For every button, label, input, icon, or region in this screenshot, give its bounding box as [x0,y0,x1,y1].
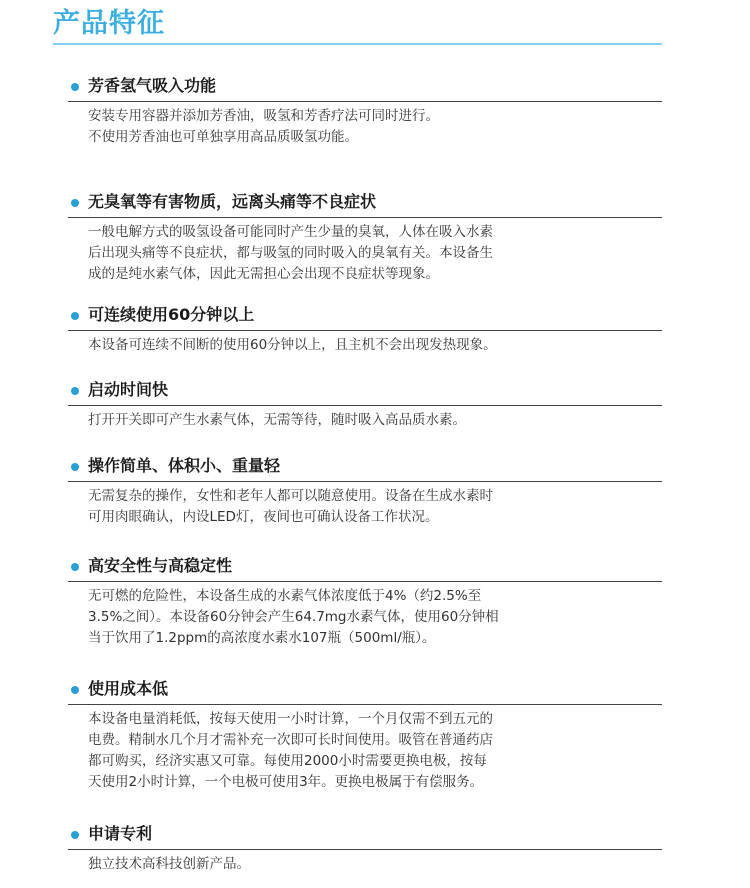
body-line: 都可购买，经济实惠又可靠。每使用2000小时需要更换电极，按每 [88,753,487,769]
body-line: 本设备电量消耗低，按每天使用一小时计算，一个月仅需不到五元的 [88,711,493,727]
bullet-dot-icon [71,387,79,395]
section-heading: 使用成本低 [88,679,169,698]
body-line: 成的是纯水素气体，因此无需担心会出现不良症状等现象。 [88,266,439,282]
section-heading: 启动时间快 [88,380,169,399]
section-heading-row [68,302,662,331]
section-heading-row [68,553,662,582]
bullet-dot-icon [71,686,79,694]
section-heading-row [68,821,662,850]
body-line: 不使用芳香油也可单独享用高品质吸氢功能。 [88,129,358,145]
section-heading: 申请专利 [88,824,153,843]
section-heading-row [68,453,662,482]
feature-section-no-ozone [68,189,662,285]
section-body [68,406,578,431]
section-heading-row [68,377,662,406]
page-title: 产品特征 [53,8,165,39]
body-line: 天使用2小时计算，一个电极可使用3年。更换电极属于有偿服务。 [88,774,484,790]
feature-section-safety [68,553,662,649]
body-line: 一般电解方式的吸氢设备可能同时产生少量的臭氧，人体在吸入水素 [88,224,493,240]
bullet-dot-icon [71,199,79,207]
feature-section-simple-operation [68,453,662,528]
section-body [68,482,578,528]
feature-section-continuous-use [68,302,662,356]
body-line: 打开开关即可产生水素气体，无需等待，随时吸入高品质水素。 [88,412,466,428]
section-heading: 无臭氧等有害物质，远离头痛等不良症状 [88,192,377,211]
section-body [68,102,578,148]
body-line: 后出现头痛等不良症状，都与吸氢的同时吸入的臭氧有关。本设备生 [88,245,493,261]
feature-section-patent [68,821,662,875]
section-body [68,331,578,356]
bullet-dot-icon [71,463,79,471]
body-line: 无需复杂的操作，女性和老年人都可以随意使用。设备在生成水素时 [88,488,493,504]
section-heading-row [68,676,662,705]
bullet-dot-icon [71,83,79,91]
body-line: 独立技术高科技创新产品。 [88,856,250,872]
body-line: 无可燃的危险性，本设备生成的水素气体浓度低于4%（约2.5%至 [88,588,482,604]
section-heading: 操作简单、体积小、重量轻 [88,456,281,475]
section-body [68,582,578,649]
section-heading-row [68,189,662,218]
section-body [68,850,578,875]
section-heading-row [68,73,662,102]
section-body [68,705,578,793]
section-heading: 芳香氢气吸入功能 [88,76,217,95]
bullet-dot-icon [71,312,79,320]
title-divider [53,43,662,45]
feature-section-low-cost [68,676,662,793]
feature-section-fast-start [68,377,662,431]
section-heading: 可连续使用60分钟以上 [88,305,255,324]
body-line: 3.5%之间）。本设备60分钟会产生64.7mg水素气体，使用60分钟相 [88,609,499,625]
feature-section-aroma-hydrogen [68,73,662,148]
body-line: 电费。精制水几个月才需补充一次即可长时间使用。吸管在普通药店 [88,732,493,748]
body-line: 当于饮用了1.2ppm的高浓度水素水107瓶（500ml/瓶）。 [88,630,436,646]
body-line: 本设备可连续不间断的使用60分钟以上，且主机不会出现发热现象。 [88,337,497,353]
body-line: 安装专用容器并添加芳香油，吸氢和芳香疗法可同时进行。 [88,108,439,124]
section-body [68,218,578,285]
bullet-dot-icon [71,831,79,839]
section-heading: 高安全性与高稳定性 [88,556,233,575]
bullet-dot-icon [71,563,79,571]
body-line: 可用肉眼确认，内设LED灯，夜间也可确认设备工作状况。 [88,509,439,525]
